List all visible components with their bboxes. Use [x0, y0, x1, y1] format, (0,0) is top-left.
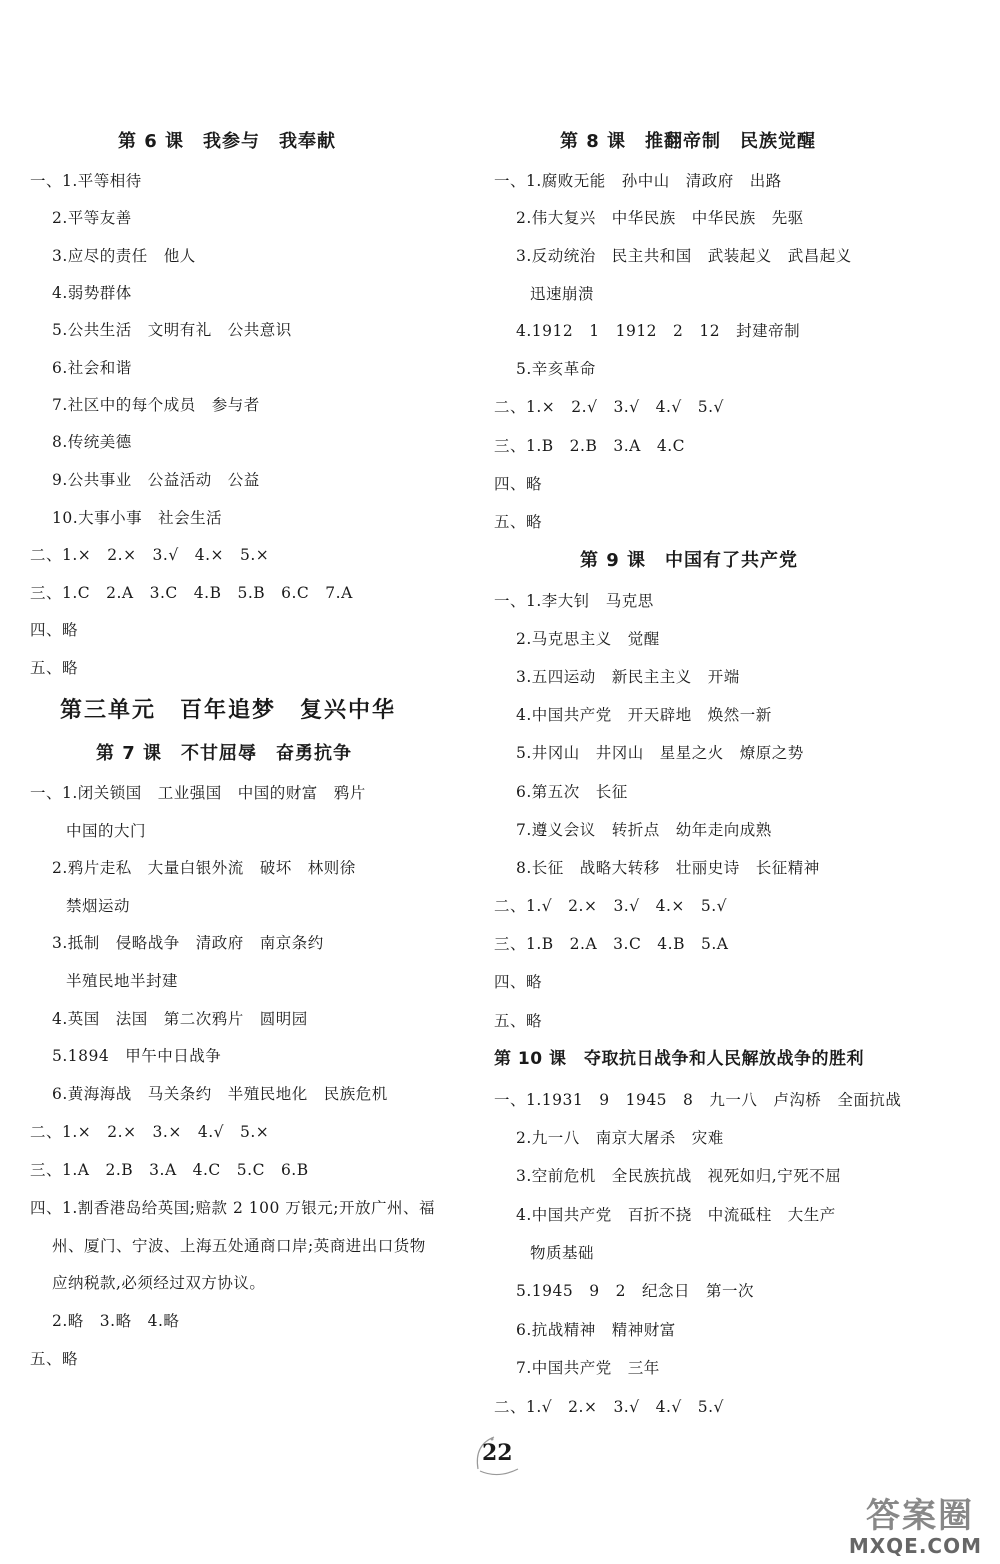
watermark-url: MXQE.COM: [848, 1534, 982, 1558]
answer-line: 二、1.√ 2.× 3.√ 4.√ 5.√: [494, 1398, 724, 1416]
answer-line: 4.中国共产党 开天辟地 焕然一新: [516, 706, 772, 724]
page-number: 22: [482, 1440, 513, 1466]
answer-line: 半殖民地半封建: [66, 972, 179, 990]
answer-line: 7.社区中的每个成员 参与者: [52, 396, 260, 414]
answer-line: 四、略: [30, 621, 79, 639]
answer-line: 二、1.× 2.× 3.× 4.√ 5.×: [30, 1123, 270, 1141]
answer-line: 一、1.1931 9 1945 8 九一八 卢沟桥 全面抗战: [494, 1091, 902, 1109]
answer-line: 7.中国共产党 三年: [516, 1359, 660, 1377]
answer-line: 四、略: [494, 475, 543, 493]
answer-line: 二、1.√ 2.× 3.√ 4.× 5.√: [494, 897, 728, 915]
answer-line: 三、1.B 2.B 3.A 4.C: [494, 437, 685, 455]
answer-line: 州、厦门、宁波、上海五处通商口岸;英商进出口货物: [52, 1237, 426, 1255]
answer-line: 应纳税款,必须经过双方协议。: [52, 1274, 266, 1292]
answer-line: 5.辛亥革命: [516, 360, 596, 378]
answer-line: 5.公共生活 文明有礼 公共意识: [52, 321, 292, 339]
answer-line: 4.英国 法国 第二次鸦片 圆明园: [52, 1010, 308, 1028]
answer-line: 一、1.平等相待: [30, 172, 142, 190]
answer-line: 6.第五次 长征: [516, 783, 628, 801]
answer-line: 3.应尽的责任 他人: [52, 247, 196, 265]
answer-line: 2.略 3.略 4.略: [52, 1312, 180, 1330]
answer-line: 8.传统美德: [52, 433, 132, 451]
lesson-9-title: 第 9 课 中国有了共产党: [580, 550, 799, 571]
answer-line: 3.反动统治 民主共和国 武装起义 武昌起义: [516, 247, 852, 265]
lesson-10-title: 第 10 课 夺取抗日战争和人民解放战争的胜利: [494, 1049, 864, 1069]
answer-line: 10.大事小事 社会生活: [52, 509, 223, 527]
answer-line: 四、略: [494, 973, 543, 991]
answer-line: 中国的大门: [66, 822, 147, 840]
answer-line: 物质基础: [530, 1244, 595, 1262]
answer-line: 5.井冈山 井冈山 星星之火 燎原之势: [516, 744, 804, 762]
answer-line: 二、1.× 2.× 3.√ 4.× 5.×: [30, 546, 270, 564]
answer-line: 5.1945 9 2 纪念日 第一次: [516, 1282, 754, 1300]
answer-line: 三、1.A 2.B 3.A 4.C 5.C 6.B: [30, 1161, 309, 1179]
answer-line: 2.平等友善: [52, 209, 132, 227]
lesson-8-title: 第 8 课 推翻帝制 民族觉醒: [560, 131, 817, 152]
watermark-logo: 答案圈: [866, 1496, 974, 1536]
answer-line: 6.社会和谐: [52, 359, 132, 377]
lesson-6-title: 第 6 课 我参与 我奉献: [118, 131, 337, 152]
answer-line: 2.伟大复兴 中华民族 中华民族 先驱: [516, 209, 804, 227]
answer-line: 一、1.李大钊 马克思: [494, 592, 654, 610]
answer-line: 2.马克思主义 觉醒: [516, 630, 660, 648]
answer-line: 2.鸦片走私 大量白银外流 破坏 林则徐: [52, 859, 356, 877]
answer-line: 一、1.腐败无能 孙中山 清政府 出路: [494, 172, 782, 190]
answer-line: 8.长征 战略大转移 壮丽史诗 长征精神: [516, 859, 820, 877]
watermark: [832, 1488, 992, 1562]
answer-line: 五、略: [494, 513, 543, 531]
answer-line: 禁烟运动: [66, 897, 131, 915]
answer-line: 五、略: [30, 659, 79, 677]
answer-line: 四、1.割香港岛给英国;赔款 2 100 万银元;开放广州、福: [30, 1199, 435, 1217]
answer-line: 一、1.闭关锁国 工业强国 中国的财富 鸦片: [30, 784, 366, 802]
answer-line: 五、略: [30, 1350, 79, 1368]
answer-line: 五、略: [494, 1012, 543, 1030]
answer-line: 4.1912 1 1912 2 12 封建帝制: [516, 322, 801, 340]
answer-line: 3.五四运动 新民主主义 开端: [516, 668, 740, 686]
answer-line: 6.抗战精神 精神财富: [516, 1321, 676, 1339]
answer-line: 三、1.B 2.A 3.C 4.B 5.A: [494, 935, 729, 953]
answer-line: 迅速崩溃: [530, 285, 595, 303]
answer-line: 三、1.C 2.A 3.C 4.B 5.B 6.C 7.A: [30, 584, 353, 602]
answer-line: 9.公共事业 公益活动 公益: [52, 471, 260, 489]
answer-line: 6.黄海海战 马关条约 半殖民地化 民族危机: [52, 1085, 388, 1103]
answer-line: 7.遵义会议 转折点 幼年走向成熟: [516, 821, 772, 839]
unit-3-title: 第三单元 百年追梦 复兴中华: [60, 698, 397, 723]
answer-line: 3.抵制 侵略战争 清政府 南京条约: [52, 934, 324, 952]
answer-line: 4.中国共产党 百折不挠 中流砥柱 大生产: [516, 1206, 836, 1224]
answer-line: 2.九一八 南京大屠杀 灾难: [516, 1129, 724, 1147]
answer-line: 4.弱势群体: [52, 284, 132, 302]
answer-line: 二、1.× 2.√ 3.√ 4.√ 5.√: [494, 398, 724, 416]
answer-line: 3.空前危机 全民族抗战 视死如归,宁死不屈: [516, 1167, 842, 1185]
lesson-7-title: 第 7 课 不甘屈辱 奋勇抗争: [96, 743, 353, 764]
answer-line: 5.1894 甲午中日战争: [52, 1047, 222, 1065]
